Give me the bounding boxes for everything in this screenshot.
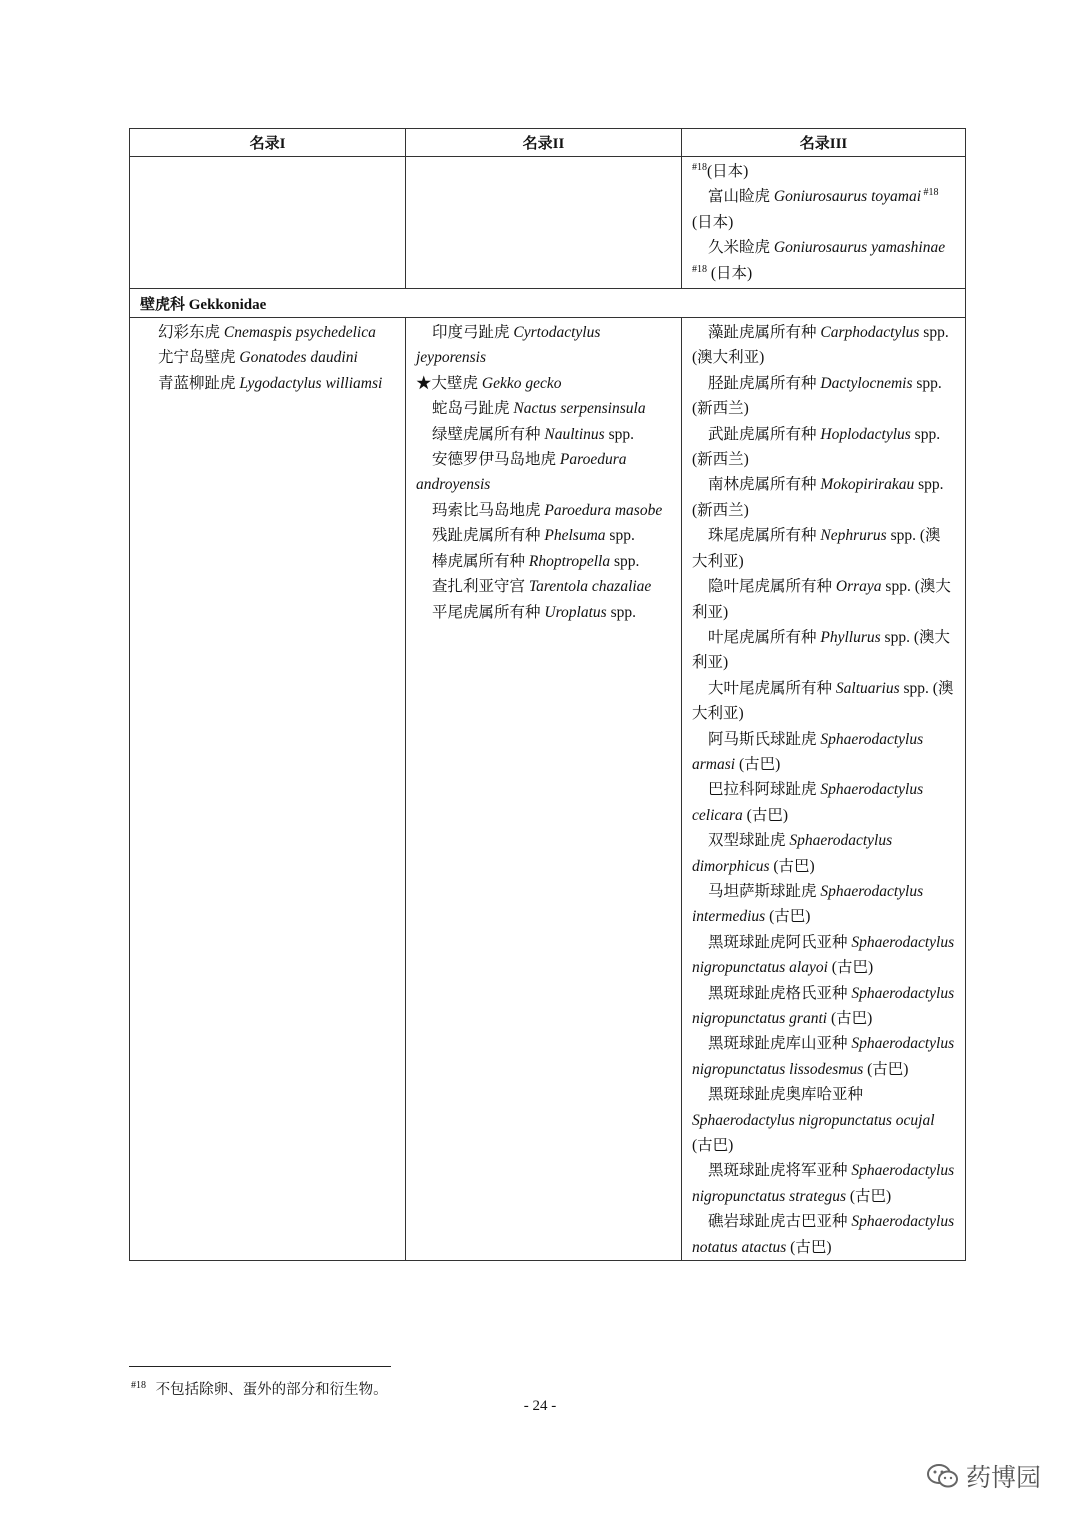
species-entry xyxy=(142,320,401,345)
qualifier: (日本) xyxy=(692,213,734,231)
common-name: 安德罗伊马岛地虎 xyxy=(432,451,560,469)
watermark xyxy=(926,1458,1041,1494)
common-name: 富山睑虎 xyxy=(708,188,774,206)
page-number: - 24 - xyxy=(523,1398,557,1414)
continued-row xyxy=(130,157,966,289)
common-name: 青蓝柳趾虎 xyxy=(158,374,240,392)
common-name: 黑斑球趾虎阿氏亚种 xyxy=(708,933,852,951)
species-entry xyxy=(692,523,955,574)
scientific-name: Phelsuma xyxy=(544,527,606,545)
scientific-name: Sphaerodactylus nigropunctatus lissodesmus xyxy=(692,1035,955,1078)
scientific-name: Phyllurus xyxy=(820,628,881,646)
family-heading xyxy=(130,289,966,318)
qualifier: (古巴) xyxy=(742,806,788,824)
qualifier: spp. (澳大利亚) xyxy=(692,527,941,570)
family-latin: Gekkonidae xyxy=(188,296,267,313)
common-name: 黑斑球趾虎奥库哈亚种 xyxy=(708,1086,864,1104)
qualifier: (古巴) xyxy=(827,959,874,977)
qualifier: (古巴) xyxy=(827,1010,873,1027)
species-entry xyxy=(692,320,955,371)
scientific-name: Tarentola chazaliae xyxy=(528,578,652,596)
species-entry xyxy=(692,1158,955,1209)
species-entry xyxy=(692,235,955,286)
species-entry xyxy=(692,472,955,523)
common-name: 隐叶尾虎属所有种 xyxy=(708,578,836,596)
footnote-rule xyxy=(129,1366,391,1367)
footnote-ref: #18 xyxy=(921,187,939,199)
species-entry xyxy=(692,676,955,727)
species-entry xyxy=(416,549,671,574)
species-entry xyxy=(692,981,955,1032)
header-appendix-2: 名录II xyxy=(406,129,682,157)
common-name: 叶尾虎属所有种 xyxy=(708,628,821,646)
appendix-1-column xyxy=(130,318,406,1261)
common-name: 胫趾虎属所有种 xyxy=(708,374,821,392)
common-name: 查扎利亚守宫 xyxy=(432,578,529,596)
common-name: 黑斑球趾虎格氏亚种 xyxy=(708,984,852,1002)
scientific-name: Sphaerodactylus nigropunctatus strategus xyxy=(692,1162,955,1205)
species-entry xyxy=(692,625,955,676)
common-name: 马坦萨斯球趾虎 xyxy=(708,882,821,900)
species-entry xyxy=(692,371,955,422)
footnote-ref: #18 xyxy=(692,161,707,173)
scientific-name: Naultinus xyxy=(544,425,605,443)
common-name: 巴拉科阿球趾虎 xyxy=(708,781,821,799)
qualifier: spp. (澳大利亚) xyxy=(692,578,951,621)
common-name: 棒虎属所有种 xyxy=(432,552,529,570)
qualifier: (日本) xyxy=(707,264,753,282)
qualifier: (古巴) xyxy=(863,1060,909,1078)
common-name: ★大壁虎 xyxy=(416,374,482,392)
qualifier: spp. xyxy=(604,425,634,443)
qualifier: (古巴) xyxy=(786,1238,832,1256)
scientific-name: Sphaerodactylus celicara xyxy=(692,781,924,824)
species-table xyxy=(129,128,966,1261)
species-entry xyxy=(692,574,955,625)
qualifier: (日本) xyxy=(707,163,749,180)
scientific-name: Sphaerodactylus nigropunctatus ocujal xyxy=(692,1111,935,1129)
common-name: 幻彩东虎 xyxy=(158,324,224,342)
species-entry xyxy=(692,1209,955,1260)
footnote xyxy=(131,1378,388,1399)
common-name: 绿壁虎属所有种 xyxy=(432,425,545,443)
species-entry xyxy=(416,422,671,447)
species-entry xyxy=(692,777,955,828)
scientific-name: Sphaerodactylus nigropunctatus alayoi xyxy=(692,933,955,977)
common-name: 武趾虎属所有种 xyxy=(708,425,821,443)
footnote-text: 不包括除卵、蛋外的部分和衍生物。 xyxy=(155,1382,388,1398)
continued-col1 xyxy=(130,157,406,289)
common-name: 平尾虎属所有种 xyxy=(432,603,545,621)
qualifier: spp. (新西兰) xyxy=(692,476,944,519)
scientific-name: Carphodactylus xyxy=(820,324,920,342)
common-name: 大叶尾虎属所有种 xyxy=(708,679,836,697)
common-name: 印度弓趾虎 xyxy=(432,324,514,342)
species-entry xyxy=(416,574,671,599)
scientific-name: Sphaerodactylus intermedius xyxy=(692,882,924,926)
scientific-name: Sphaerodactylus notatus atactus xyxy=(692,1213,955,1256)
species-entry xyxy=(692,930,955,981)
qualifier: (古巴) xyxy=(769,857,815,875)
family-cn: 壁虎科 xyxy=(140,296,186,313)
family-row xyxy=(130,289,966,318)
appendix-3-column xyxy=(682,318,966,1261)
qualifier: (古巴) xyxy=(765,908,811,926)
scientific-name: Nactus serpensinsula xyxy=(513,400,646,418)
scientific-name: Gonatodes daudini xyxy=(239,349,358,367)
species-entry xyxy=(416,498,671,523)
scientific-name: Cyrtodactylus jeyporensis xyxy=(416,324,601,367)
qualifier: spp. (澳大利亚) xyxy=(692,679,954,723)
common-name: 残趾虎属所有种 xyxy=(432,527,545,545)
qualifier: spp. xyxy=(606,603,636,621)
scientific-name: Dactylocnemis xyxy=(820,374,913,392)
scientific-name: Gekko gecko xyxy=(481,374,562,392)
footnote-ref: #18 xyxy=(692,263,707,275)
species-entry xyxy=(416,396,671,421)
species-entry xyxy=(692,422,955,473)
scientific-name: Paroedura androyensis xyxy=(416,451,627,494)
common-name: 南林虎属所有种 xyxy=(708,476,821,494)
scientific-name: Sphaerodactylus dimorphicus xyxy=(692,832,893,875)
qualifier: spp. (新西兰) xyxy=(692,374,942,418)
continued-col3 xyxy=(682,157,966,289)
common-name: 尤宁岛壁虎 xyxy=(158,349,240,367)
species-entry xyxy=(416,320,671,371)
species-entry xyxy=(692,184,955,235)
common-name: 蛇岛弓趾虎 xyxy=(432,400,514,418)
common-name: 玛索比马岛地虎 xyxy=(432,501,545,519)
scientific-name: Lygodactylus williamsi xyxy=(239,374,383,392)
species-entry xyxy=(142,345,401,370)
common-name: 黑斑球趾虎库山亚种 xyxy=(708,1035,852,1053)
header-appendix-1: 名录I xyxy=(130,129,406,157)
species-row xyxy=(130,318,966,1261)
species-entry xyxy=(692,828,955,879)
scientific-name: Orraya xyxy=(835,578,882,596)
species-entry xyxy=(692,1031,955,1082)
scientific-name: Uroplatus xyxy=(544,603,607,621)
table-header-row xyxy=(130,129,966,157)
scientific-name: Goniurosaurus toyamai xyxy=(773,188,922,206)
appendix-2-column xyxy=(406,318,682,1261)
qualifier: spp. (新西兰) xyxy=(692,425,941,469)
species-entry xyxy=(416,523,671,548)
common-name: 黑斑球趾虎将军亚种 xyxy=(708,1162,852,1180)
wechat-icon xyxy=(926,1462,960,1490)
qualifier: spp. (澳大利亚) xyxy=(692,324,949,367)
scientific-name: Hoplodactylus xyxy=(820,425,911,443)
header-appendix-3: 名录III xyxy=(682,129,966,157)
scientific-name: Cnemaspis psychedelica xyxy=(223,324,376,342)
scientific-name: Saltuarius xyxy=(835,679,900,697)
species-entry xyxy=(692,727,955,778)
scientific-name: Sphaerodactylus nigropunctatus granti xyxy=(692,984,955,1027)
common-name: 双型球趾虎 xyxy=(708,832,790,850)
watermark-text: 药博园 xyxy=(966,1463,1042,1492)
scientific-name: Sphaerodactylus armasi xyxy=(692,730,924,773)
qualifier: (古巴) xyxy=(846,1187,892,1205)
species-entry xyxy=(692,159,955,184)
species-entry xyxy=(692,1082,955,1158)
common-name: 珠尾虎属所有种 xyxy=(708,527,821,545)
species-entry xyxy=(416,371,671,396)
scientific-name: Rhoptropella xyxy=(528,552,611,570)
common-name: 阿马斯氏球趾虎 xyxy=(708,730,821,748)
scientific-name: Mokopirirakau xyxy=(820,476,915,494)
common-name: 藻趾虎属所有种 xyxy=(708,324,821,342)
common-name: 礁岩球趾虎古巴亚种 xyxy=(708,1213,852,1231)
qualifier: (古巴) xyxy=(692,1137,734,1155)
scientific-name: Goniurosaurus yamashinae xyxy=(773,239,946,257)
qualifier: spp. xyxy=(605,527,635,545)
scientific-name: Nephrurus xyxy=(820,527,887,545)
continued-col2 xyxy=(406,157,682,289)
species-entry xyxy=(416,600,671,625)
qualifier: spp. (澳大利亚) xyxy=(692,628,950,672)
scientific-name: Paroedura masobe xyxy=(544,501,663,519)
qualifier: (古巴) xyxy=(735,755,781,773)
qualifier: spp. xyxy=(610,552,640,570)
footnote-mark: #18 xyxy=(131,1380,146,1392)
species-entry xyxy=(142,371,401,396)
common-name: 久米睑虎 xyxy=(708,239,774,257)
species-entry xyxy=(692,879,955,930)
species-entry xyxy=(416,447,671,498)
